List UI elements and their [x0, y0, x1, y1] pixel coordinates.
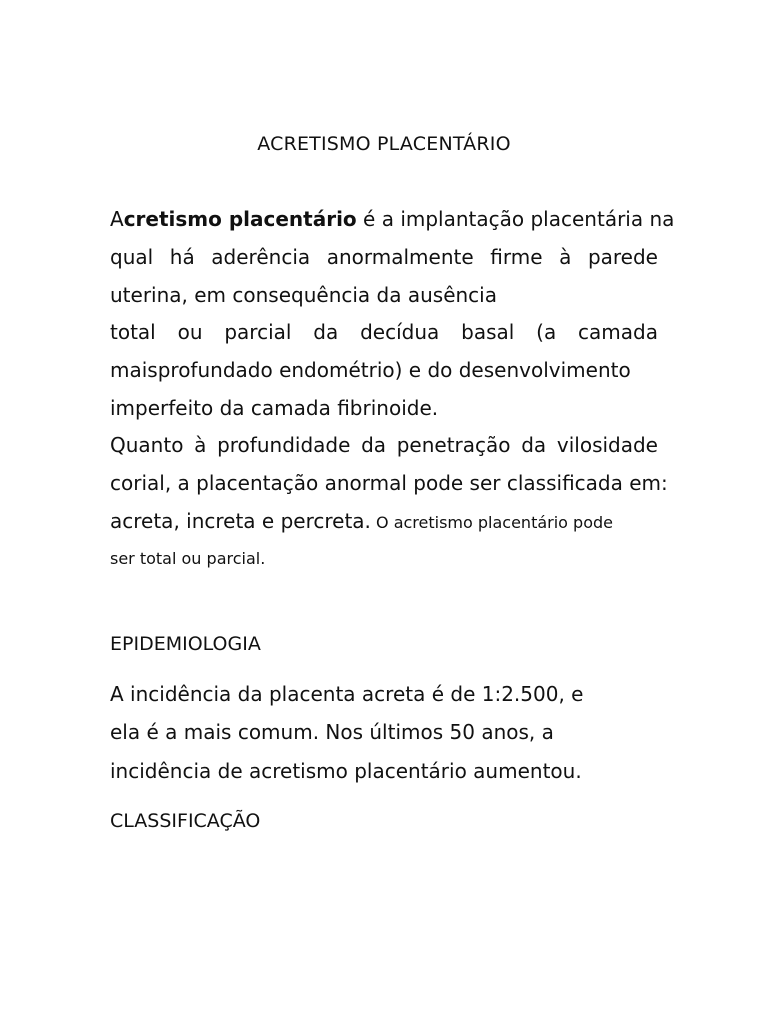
intro-line-1-rest: é a implantação placentária na: [356, 207, 675, 231]
intro-line-3: uterina, em consequência da ausência: [110, 283, 497, 307]
epidemiology-line-2: ela é a mais comum. Nos últimos 50 anos, a: [110, 720, 554, 744]
intro-bold-term: cretismo placentário: [123, 207, 357, 231]
document-title: ACRETISMO PLACENTÁRIO: [257, 133, 511, 155]
intro-line-9-main: acreta, increta e percreta.: [110, 509, 371, 533]
intro-line-9-small: O acretismo placentário pode: [370, 513, 613, 532]
intro-line-10: ser total ou parcial.: [110, 549, 266, 568]
epidemiology-line-1: A incidência da placenta acreta é de 1:2.500, e: [110, 682, 584, 706]
epidemiology-heading: EPIDEMIOLOGIA: [110, 633, 261, 655]
intro-line-2: qual há aderência anormalmente firme à parede: [110, 245, 658, 269]
intro-line-1: [110, 205, 675, 233]
intro-line-8: corial, a placentação anormal pode ser classificada em:: [110, 471, 668, 495]
intro-line-7: Quanto à profundidade da penetração da vilosidade: [110, 433, 658, 457]
intro-line-5: maisprofundado endométrio) e do desenvolvimento: [110, 358, 631, 382]
intro-line-6: imperfeito da camada fibrinoide.: [110, 396, 439, 420]
epidemiology-line-3: incidência de acretismo placentário aumentou.: [110, 759, 582, 783]
intro-first-letter: A: [110, 207, 124, 231]
intro-line-4: total ou parcial da decídua basal (a camada: [110, 320, 658, 344]
classification-heading: CLASSIFICAÇÃO: [110, 810, 261, 832]
intro-line-9: [110, 507, 658, 537]
